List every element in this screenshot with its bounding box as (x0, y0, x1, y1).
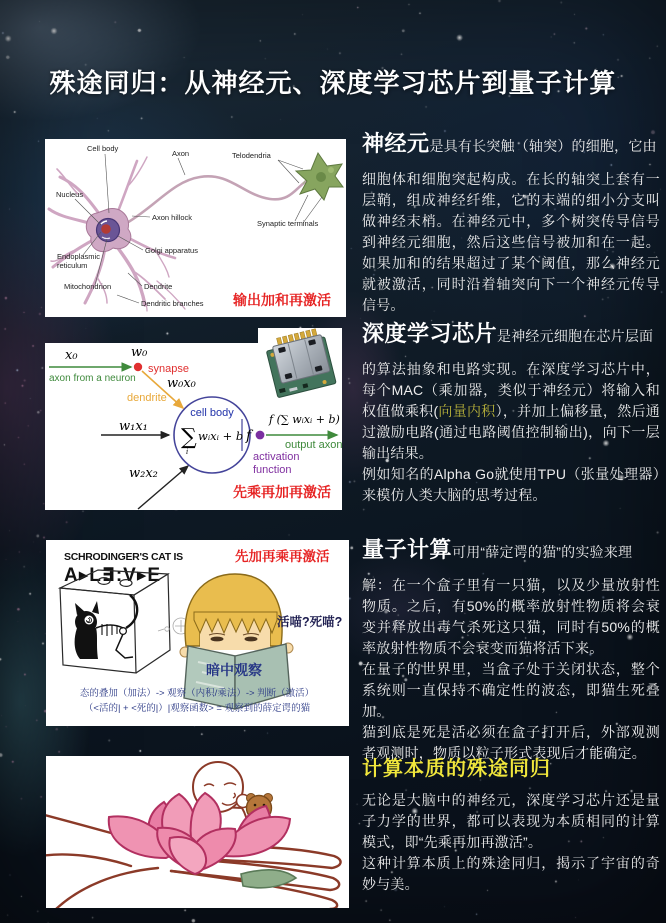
label-f: f (246, 428, 252, 444)
label-golgi-apparatus: Golgi apparatus (145, 246, 198, 255)
activation-dot (256, 431, 265, 440)
label-function: function (253, 464, 292, 476)
alive-dead-question: 活喵?死喵? (277, 615, 343, 629)
tpu-chip-photo (258, 328, 342, 401)
synapse-dot (134, 363, 142, 371)
label-axon-from-neuron: axon from a neuron (49, 373, 136, 384)
output-formula: f (∑ wᵢxᵢ + b) (269, 413, 340, 426)
highlight-vector-dot-product: 向量内积 (438, 403, 496, 419)
neuron-caption: 输出加和再激活 (233, 292, 331, 308)
section-neuron (362, 128, 660, 316)
label-telodendria: Telodendria (232, 151, 271, 160)
section-neuron-heading: 神经元 (362, 131, 430, 156)
section-chip (362, 318, 660, 506)
label-reticulum: reticulum (57, 261, 88, 270)
section-conclusion-body1: 无论是大脑中的神经元，深度学习芯片还是量子力学的世界，都可以表现为本质相同的计算模式，即“先乘再加再激活”。 (362, 792, 660, 850)
label-cell-body: cell body (190, 407, 234, 419)
lotus-figure (46, 756, 349, 908)
section-chip-body: 的算法抽象和电路实现。在深度学习芯片中，每个MAC（乘加器，类似于神经元）将输入和权值做乘积(向量内积），并加上偏移量，然后通过激励电路(通过电路阈值控制输出)，向下一层输出结果。 (362, 361, 660, 461)
panel-lotus-hand (46, 756, 349, 908)
label-axon: Axon (172, 149, 190, 158)
label-cell-body: Cell body (87, 144, 119, 153)
section-conclusion (362, 752, 660, 895)
cat-alive-dead (75, 595, 138, 659)
section-neuron-body: 细胞体和细胞突起构成。在长的轴突上套有一层鞘，组成神经纤维，它的末端的细小分支叫做神经末梢。在神经元中，多个树突传导信号到神经元细胞，然后这些信号被加和在一起。如果加和的结果超过了某个阈值，那么神经元就被激活，同时沿着轴突向下一个神经元传导信号。 (362, 171, 660, 313)
section-quantum-lead: 可用“薛定谔的猫”的实验来理 (452, 544, 633, 560)
cat-title-line1: SCHRODINGER'S CAT IS (64, 551, 183, 563)
cat-figure (46, 540, 349, 726)
superposition-formula-line1: 态的叠加（加法）-> 观察（内积/乘法）-> 判断（激活） (79, 688, 315, 699)
neuron-synaptic-terminal (296, 153, 343, 200)
section-quantum-body1: 解：在一个盒子里有一只猫，以及少量放射性物质。之后，有50%的概率放射性物质将会衰变并释放出毒气杀死这只猫，同时有50%的概率放射性物质不会衰变而猫将活下来。 (362, 577, 660, 656)
label-dendritic-branches: Dendritic branches (141, 299, 204, 308)
section-chip-heading: 深度学习芯片 (362, 321, 498, 346)
label-synapse: synapse (148, 363, 189, 375)
label-output-axon: output axon (285, 439, 342, 451)
neuron-figure (45, 139, 346, 317)
label-w0: w₀ (131, 345, 148, 360)
section-chip-body2: 例如知名的Alpha Go就使用TPU（张量处理器）来模仿人类大脑的思考过程。 (362, 466, 660, 503)
label-dendrite: dendrite (127, 392, 167, 404)
neuron-soma (86, 208, 131, 251)
sum-subscript: i (186, 448, 189, 456)
section-neuron-lead: 是具有长突触（轴突）的细胞，它由 (429, 138, 657, 154)
label-activation: activation (253, 451, 300, 463)
poster-title: 殊途同归：从神经元、深度学习芯片到量子计算 (49, 68, 617, 98)
section-conclusion-heading: 计算本质的殊途同归 (362, 758, 551, 780)
section-conclusion-body2: 这种计算本质上的殊途同归，揭示了宇宙的奇妙与美。 (362, 855, 660, 892)
section-quantum (362, 534, 660, 764)
section-quantum-heading: 量子计算 (362, 537, 453, 562)
observe-in-dark-label: 暗中观察 (206, 662, 262, 678)
label-w1x1: w₁x₁ (119, 419, 148, 434)
label-endoplasmic: Endoplasmic (57, 252, 100, 261)
section-quantum-body2: 在量子的世界里，当盒子处于关闭状态，整个系统则一直保持不确定性的波态，即猫生死叠加。 (362, 661, 660, 719)
superposition-formula-line2: （<活的| + <死的|）|观察函数> = 观察到的薛定谔的猫 (83, 703, 311, 714)
panel-neuron-diagram (45, 139, 346, 317)
perceptron-caption: 先乘再加再激活 (233, 484, 331, 500)
sum-expression: wᵢxᵢ + b (198, 429, 244, 443)
label-w0x0: w₀x₀ (167, 376, 196, 391)
cat-title-ambigram: A▸L∃:V▸E (64, 565, 162, 586)
label-synaptic-terminals: Synaptic terminals (257, 219, 319, 228)
section-chip-lead: 是神经元细胞在芯片层面 (497, 328, 654, 344)
label-mitochondrion: Mitochondrion (64, 282, 112, 291)
sum-sigma: ∑ (181, 425, 197, 450)
cat-caption: 先加再乘再激活 (235, 549, 330, 564)
section-quantum-body3: 猫到底是死是活必须在盒子打开后，外部观测者观测时，物质以粒子形式表现后才能确定。 (362, 724, 660, 761)
panel-perceptron-diagram (45, 343, 342, 510)
chip-board (264, 328, 336, 398)
panel-schrodinger-cat (46, 540, 349, 726)
label-x0: x₀ (65, 348, 78, 363)
label-nucleus: Nucleus (56, 190, 84, 199)
label-dendrite: Dendrite (144, 282, 173, 291)
label-w2x2: w₂x₂ (129, 466, 158, 481)
label-axon-hillock: Axon hillock (152, 213, 193, 222)
